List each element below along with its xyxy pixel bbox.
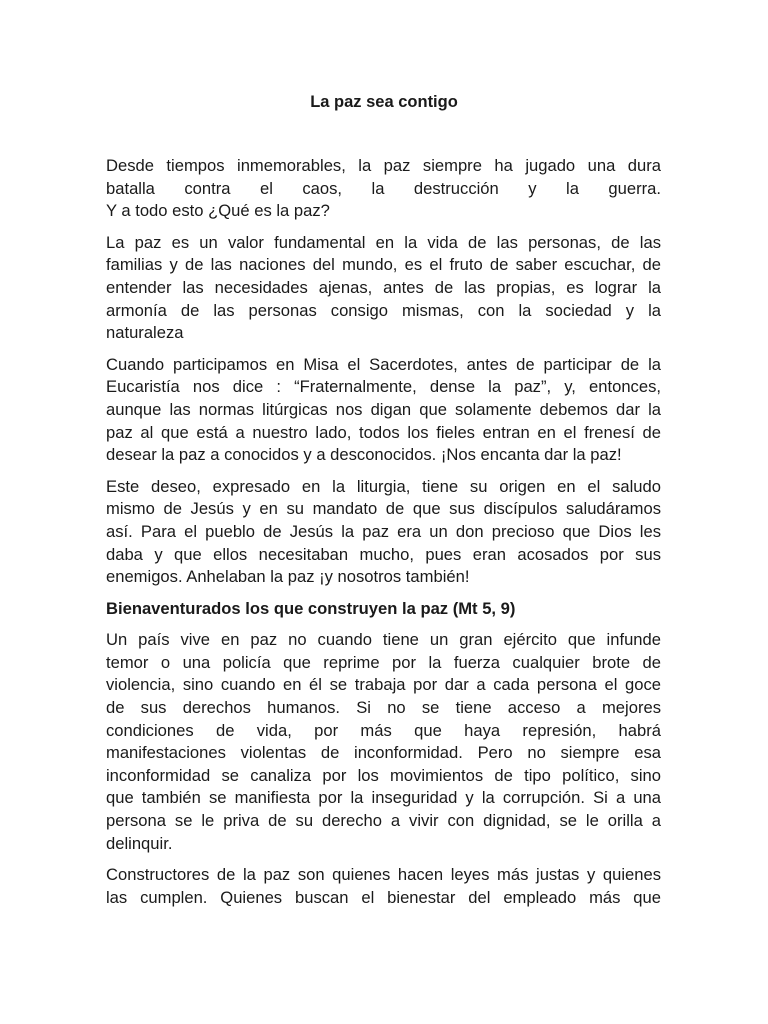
text-line: naturaleza: [106, 323, 184, 343]
paragraph: [106, 232, 661, 345]
paragraph: [106, 354, 661, 467]
document-title: La paz sea contigo: [310, 93, 458, 111]
text-line: las cumplen. Quienes buscan el bienestar del empleado más que: [106, 887, 661, 907]
text-line: familias y de las naciones del mundo, es el fruto de saber escuchar, de: [106, 255, 661, 275]
text-line: batalla contra el caos, la destrucción y la guerra.: [106, 178, 661, 198]
text-line: paz al que está a nuestro lado, todos los fieles entran en el frenesí de: [106, 422, 661, 442]
text-line: mismo de Jesús y en su mandato de que sus discípulos saludáramos: [106, 499, 661, 519]
text-line: así. Para el pueblo de Jesús la paz era un don precioso que Dios les: [106, 521, 661, 541]
text-line: delinquir.: [106, 833, 173, 853]
text-line: inconformidad se canaliza por los movimientos de tipo político, sino: [106, 765, 661, 785]
paragraph: [106, 864, 661, 909]
text-line: desear la paz a conocidos y a desconocidos. ¡Nos encanta dar la paz!: [106, 445, 622, 465]
document-body: [106, 155, 661, 918]
text-line: Constructores de la paz son quienes hacen leyes más justas y quienes: [106, 865, 661, 885]
text-line: enemigos. Anhelaban la paz ¡y nosotros también!: [106, 567, 470, 587]
text-line: Este deseo, expresado en la liturgia, tiene su origen en el saludo: [106, 476, 661, 496]
text-line: que también se manifiesta por la inseguridad y la corrupción. Si a una: [106, 788, 661, 808]
text-line: daba y que ellos necesitaban mucho, pues eran acosados por sus: [106, 544, 661, 564]
text-line: persona se le priva de su derecho a vivir con dignidad, se le orilla a: [106, 811, 661, 831]
text-line: temor o una policía que reprime por la fuerza cualquier brote de: [106, 652, 661, 672]
paragraphs-after-subheading: [106, 629, 661, 909]
text-line: manifestaciones violentas de inconformidad. Pero no siempre esa: [106, 743, 661, 763]
text-line: Y a todo esto ¿Qué es la paz?: [106, 201, 330, 221]
text-line: condiciones de vida, por más que haya represión, habrá: [106, 720, 661, 740]
text-line: Desde tiempos inmemorables, la paz siempre ha jugado una dura: [106, 156, 661, 175]
text-line: entender las necesidades ajenas, antes de las propias, es lograr la: [106, 277, 661, 297]
paragraphs-before-subheading: [106, 155, 661, 589]
text-line: de sus derechos humanos. Si no se tiene acceso a mejores: [106, 698, 661, 718]
text-line: Cuando participamos en Misa el Sacerdotes, antes de participar de la: [106, 354, 661, 374]
paragraph: [106, 155, 661, 223]
paragraph: [106, 629, 661, 855]
text-line: violencia, sino cuando en él se trabaja por dar a cada persona el goce: [106, 675, 661, 695]
text-line: Un país vive en paz no cuando tiene un gran ejército que infunde: [106, 630, 661, 650]
section-subheading: Bienaventurados los que construyen la paz (Mt 5, 9): [106, 598, 516, 618]
text-line: Eucaristía nos dice : “Fraternalmente, dense la paz”, y, entonces,: [106, 377, 661, 397]
text-line: La paz es un valor fundamental en la vida de las personas, de las: [106, 232, 661, 252]
text-line: armonía de las personas consigo mismas, con la sociedad y la: [106, 300, 661, 320]
paragraph: [106, 476, 661, 589]
text-line: aunque las normas litúrgicas nos digan que solamente debemos dar la: [106, 399, 661, 419]
